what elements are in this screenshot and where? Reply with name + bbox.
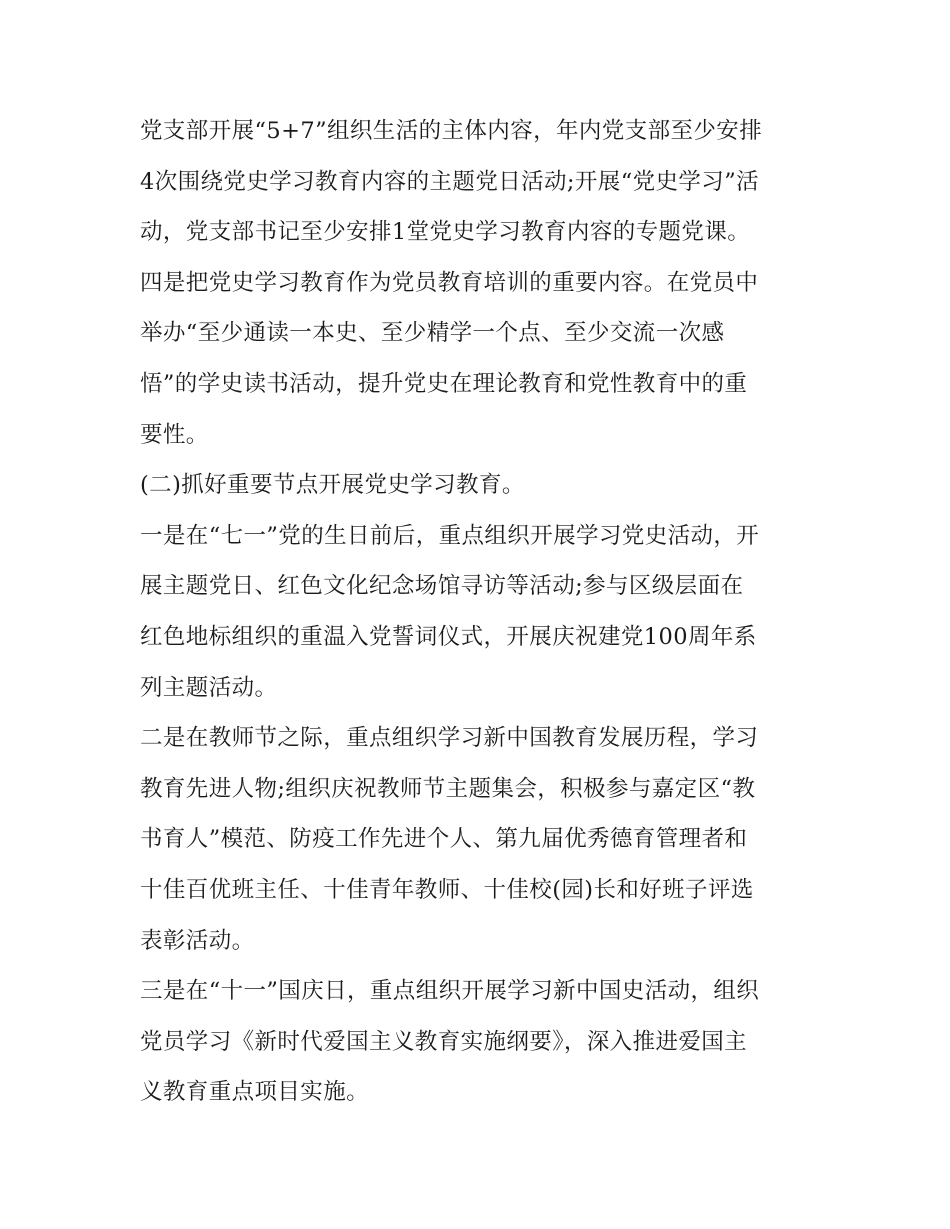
- text-line: 一是在“七一”党的生日前后，重点组织开展学习党史活动，开: [140, 522, 760, 549]
- text-line: 四是把党史学习教育作为党员教育培训的重要内容。在党员中: [140, 269, 759, 296]
- text-line: 红色地标组织的重温入党誓词仪式，开展庆祝建党100周年系: [140, 623, 757, 650]
- text-line: 列主题活动。: [140, 674, 278, 701]
- text-line: 举办“至少通读一本史、至少精学一个点、至少交流一次感: [140, 320, 725, 347]
- text-line: 动，党支部书记至少安排1堂党史学习教育内容的专题党课。: [140, 219, 751, 246]
- section-heading: (二)抓好重要节点开展党史学习教育。: [140, 472, 525, 499]
- text-line: 表彰活动。: [140, 927, 255, 954]
- text-line: 三是在“十一”国庆日，重点组织开展学习新中国史活动，组织: [140, 978, 760, 1005]
- text-line: 书育人”模范、防疫工作先进个人、第九届优秀德育管理者和: [140, 826, 748, 853]
- text-line: 二是在教师节之际，重点组织学习新中国教育发展历程，学习: [140, 725, 759, 752]
- text-line: 4次围绕党史学习教育内容的主题党日活动;开展“党史学习”活: [140, 168, 760, 195]
- text-line: 义教育重点项目实施。: [140, 1079, 370, 1106]
- document-body: [140, 106, 820, 1118]
- text-line: 要性。: [140, 421, 209, 448]
- text-line: 十佳百优班主任、十佳青年教师、十佳校(园)长和好班子评选: [140, 876, 754, 903]
- text-line: 教育先进人物;组织庆祝教师节主题集会，积极参与嘉定区“教: [140, 775, 756, 802]
- text-line: 展主题党日、红色文化纪念场馆寻访等活动;参与区级层面在: [140, 573, 744, 600]
- text-line: 悟”的学史读书活动，提升党史在理论教育和党性教育中的重: [140, 370, 748, 397]
- text-line: 党员学习《新时代爱国主义教育实施纲要》，深入推进爱国主: [140, 1028, 748, 1055]
- text-line: 党支部开展“5+7”组织生活的主体内容，年内党支部至少安排: [140, 118, 763, 144]
